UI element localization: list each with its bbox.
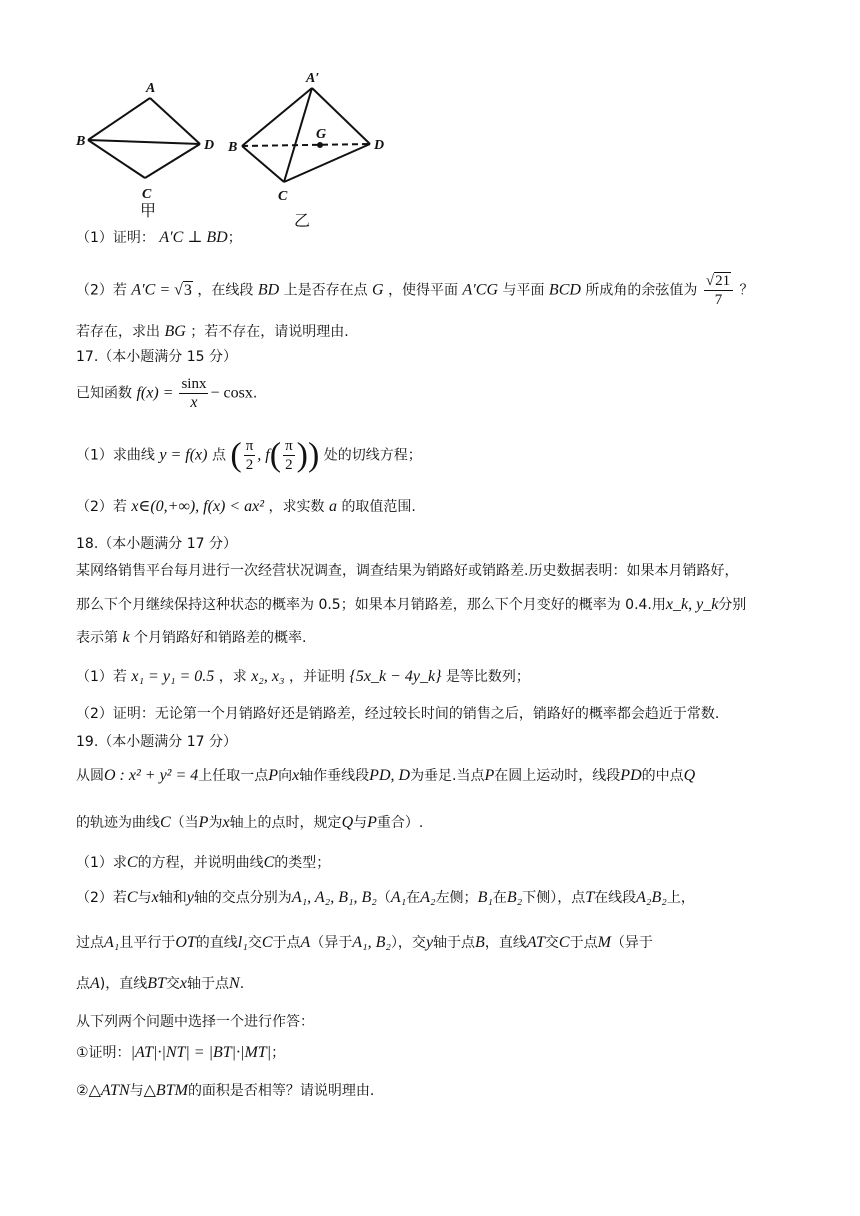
math-x: x xyxy=(179,975,188,992)
text: 在圆上运动时，线段 xyxy=(494,768,621,784)
math-p: P xyxy=(198,814,209,831)
math-b2: B₂ xyxy=(506,889,523,906)
math-q: Q xyxy=(341,814,354,831)
q19-option1 xyxy=(76,1042,285,1064)
math-b: B xyxy=(475,934,485,951)
math-p: P xyxy=(268,767,279,784)
math-a1-b2: A₁, B₂ xyxy=(352,934,391,951)
text: ，并证明 xyxy=(288,669,345,685)
q19-part1 xyxy=(76,852,330,874)
text: 所成角的余弦值为 xyxy=(585,282,698,299)
math-a1: A₁ xyxy=(390,889,407,906)
text: 点 xyxy=(211,447,226,464)
text: 的方程，并说明曲线 xyxy=(137,855,264,871)
text: 轴和 xyxy=(158,890,187,906)
fraction-sinx-over-x xyxy=(179,375,208,412)
den: 2 xyxy=(285,457,293,473)
text: 于点 xyxy=(569,935,598,951)
figure-right-lines xyxy=(242,88,370,182)
text: ，在线段 xyxy=(197,282,254,299)
math-bg: BG xyxy=(164,323,186,340)
text: 的中点 xyxy=(641,768,684,784)
q18-line1: 某网络销售平台每月进行一次经营状况调查，调查结果为销路好或销路差.历史数据表明：如果本月销路好， xyxy=(76,563,739,579)
q19-line4 xyxy=(76,932,653,954)
math-c: C xyxy=(261,934,273,951)
text: 那么下个月继续保持这种状态的概率为 0.5；如果本月销路差，那么下个月变好的概率为 0.4.用 xyxy=(76,597,666,613)
math-p: P xyxy=(367,814,377,831)
math-a-c-eq: A′C = xyxy=(131,281,175,299)
text: （1）求曲线 xyxy=(76,447,155,464)
text: 且平行于 xyxy=(119,935,176,951)
q18-line2 xyxy=(76,594,746,616)
math-bt: BT xyxy=(147,975,166,992)
text: （ xyxy=(376,890,391,906)
text: 的类型； xyxy=(274,855,331,871)
label-left-a: A xyxy=(146,81,156,96)
text: 表示第 xyxy=(76,630,118,646)
q18-part1 xyxy=(76,666,530,688)
math-comma-f: , f xyxy=(257,446,270,464)
point-g-dot xyxy=(317,142,323,148)
text: 在线段 xyxy=(594,890,637,906)
math-bd: BD xyxy=(257,281,280,299)
text: 与平面 xyxy=(502,282,545,299)
math-xk-yk: x_k, y_k xyxy=(665,596,719,613)
text: 的取值范围. xyxy=(341,499,416,515)
math-x: x xyxy=(222,814,230,831)
q17-part1: （1）求曲线 y = f(x) 点 ( $\frac{\pi}{2}$ , f( $\frac{\pi}{2}$ )) 处的切线方程； xyxy=(76,436,422,474)
q18-line3 xyxy=(76,627,306,649)
math-f-x: f(x) = xyxy=(136,384,178,402)
q18-title: 18.（本小题满分 17 分） xyxy=(76,536,237,552)
math-c: C xyxy=(126,854,138,871)
tetrahedron-diagram xyxy=(70,60,400,230)
math-ot: OT xyxy=(175,934,196,951)
text: 上任取一点 xyxy=(198,768,269,784)
text: 处的切线方程； xyxy=(323,447,422,464)
text: 为 xyxy=(208,815,223,831)
text: 若存在，求出 xyxy=(76,324,160,340)
text: ，使得平面 xyxy=(388,282,459,299)
label-left-b: B xyxy=(76,134,86,149)
math-m: M xyxy=(597,934,611,951)
math-b1: B₁ xyxy=(477,889,493,906)
text: （2）若 xyxy=(76,282,127,299)
text: 与 xyxy=(353,815,368,831)
text: . xyxy=(252,385,258,402)
math-a2b2: A₂B₂ xyxy=(636,889,667,906)
text: ，求实数 xyxy=(268,499,325,515)
geometry-figure xyxy=(70,60,400,230)
den: x xyxy=(190,394,198,411)
math-pd: PD xyxy=(620,767,642,784)
text: 上， xyxy=(666,890,695,906)
q17-stem xyxy=(76,375,257,412)
text: 的直线 xyxy=(195,935,238,951)
math-a1: A₁ xyxy=(104,934,120,951)
math-l1: l₁ xyxy=(237,934,248,951)
math-g: G xyxy=(372,281,384,299)
math-triangle-atn: △ATN xyxy=(88,1082,130,1099)
text: （2）若 xyxy=(76,890,127,906)
text: 轴于点 xyxy=(433,935,476,951)
math-sqrt3: 3 xyxy=(183,281,192,299)
num: π xyxy=(285,438,293,454)
label-right-d: D xyxy=(374,138,385,153)
q19-part2 xyxy=(76,887,695,909)
caption-yi: 乙 xyxy=(294,211,311,230)
text: ，求 xyxy=(218,669,247,685)
text: 在 xyxy=(406,890,421,906)
math-pd-d: PD, D xyxy=(369,767,411,784)
text: ；若不存在，请说明理由. xyxy=(190,324,349,340)
fraction-sqrt21-over-7: $\frac{√21}{7}$ xyxy=(704,272,733,309)
text: 左侧； xyxy=(435,890,478,906)
text: （2）若 xyxy=(76,499,127,515)
text: )，直线 xyxy=(99,976,148,992)
q16-part2-line2 xyxy=(76,321,349,343)
text: （异于 xyxy=(610,935,653,951)
q16-part2: （2）若 A′C = √3 ，在线段 BD 上是否存在点 G ，使得平面 A′CG 与平面 BCD 所成角的余弦值为 $\frac{√21}{7}$ ？ xyxy=(76,273,754,308)
text: 轴作垂线段 xyxy=(299,768,370,784)
num: sinx xyxy=(181,376,207,392)
text: 轴上的点时，规定 xyxy=(229,815,342,831)
text: 的面积是否相等？请说明理由. xyxy=(187,1083,375,1099)
math-a: A xyxy=(90,975,100,992)
q19-line1 xyxy=(76,765,695,787)
text: （当 xyxy=(170,815,199,831)
math-sequence: {5x_k − 4y_k} xyxy=(349,668,442,685)
fraction-pi-over-2-b xyxy=(283,437,295,474)
text: 与 xyxy=(137,890,152,906)
text: 在 xyxy=(492,890,507,906)
label-right-b: B xyxy=(228,140,238,155)
math-t: T xyxy=(585,889,595,906)
q19-line5 xyxy=(76,973,244,995)
text: 重合）. xyxy=(376,815,424,831)
math-identity: |AT|·|NT| = |BT|·|MT| xyxy=(130,1044,272,1061)
math-n: N xyxy=(229,975,240,992)
math-circle-o: O : x² + y² = 4 xyxy=(104,767,199,784)
math-q: Q xyxy=(683,767,696,784)
text: 交 xyxy=(544,935,559,951)
math-bcd: BCD xyxy=(548,281,581,299)
label-right-c: C xyxy=(278,189,288,204)
q19-line2 xyxy=(76,812,423,834)
num: 21 xyxy=(715,273,731,289)
math-x: x xyxy=(151,889,159,906)
text: 个月销路好和销路差的概率. xyxy=(134,630,307,646)
text: （异于 xyxy=(310,935,353,951)
caption-jia: 甲 xyxy=(140,201,157,220)
math-p: P xyxy=(484,767,495,784)
q19-title: 19.（本小题满分 17 分） xyxy=(76,734,237,750)
text: 过点 xyxy=(76,935,104,951)
q17-title: 17.（本小题满分 15 分） xyxy=(76,349,237,365)
text: 交 xyxy=(247,935,262,951)
text: 从圆 xyxy=(76,768,104,784)
text: ①证明： xyxy=(76,1045,131,1061)
math-a-cg: A′CG xyxy=(462,281,499,299)
text: 下侧），点 xyxy=(522,890,586,906)
math-x1-y1: x₁ = y₁ = 0.5 xyxy=(131,668,215,685)
math-x2-x3: x₂, x₃ xyxy=(251,668,285,685)
fraction-pi-over-2 xyxy=(244,437,256,474)
math-c: C xyxy=(263,854,275,871)
math-c: C xyxy=(126,889,138,906)
text: 的轨迹为曲线 xyxy=(76,815,160,831)
label-left-c: C xyxy=(142,187,152,202)
math-minus-cosx: − cosx xyxy=(210,384,253,402)
figure-left-lines xyxy=(88,98,200,178)
label-left-d: D xyxy=(204,138,215,153)
math-at: AT xyxy=(526,934,545,951)
math-a: A xyxy=(300,934,311,951)
text: （1）求 xyxy=(76,855,127,871)
math-y: y xyxy=(186,889,194,906)
math-a2: A₂ xyxy=(420,889,436,906)
text: ，直线 xyxy=(484,935,527,951)
q17-part2 xyxy=(76,496,416,518)
text: （1）证明： xyxy=(76,230,155,246)
den: 2 xyxy=(245,457,254,473)
math-a: a xyxy=(328,498,337,515)
text: ； xyxy=(271,1045,286,1061)
math-y: y xyxy=(425,934,434,951)
text: （1）若 xyxy=(76,669,127,685)
text: 分别 xyxy=(718,597,747,613)
math-condition: x∈(0,+∞), f(x) < ax² xyxy=(131,498,265,515)
text: 轴于点 xyxy=(187,976,230,992)
math-c: C xyxy=(558,934,570,951)
label-right-g: G xyxy=(316,127,327,142)
text: 为垂足.当点 xyxy=(410,768,485,784)
num: π xyxy=(245,438,254,454)
text: ），交 xyxy=(390,935,426,951)
text: 交 xyxy=(165,976,180,992)
label-right-a: A′ xyxy=(306,71,320,86)
math-triangle-btm: △BTM xyxy=(143,1082,188,1099)
math-intersections: A₁, A₂, B₁, B₂ xyxy=(291,889,377,906)
text: 向 xyxy=(278,768,293,784)
text: ② xyxy=(76,1083,89,1099)
q18-part2: （2）证明：无论第一个月销路好还是销路差，经过较长时间的销售之后，销路好的概率都会趋近于常数. xyxy=(76,706,720,722)
text: . xyxy=(239,976,245,992)
math-k: k xyxy=(122,629,130,646)
q16-part1: （1）证明： A′C ⊥ BD； xyxy=(76,229,242,246)
text: 轴的交点分别为 xyxy=(193,890,292,906)
text: 点 xyxy=(76,976,90,992)
den: 7 xyxy=(714,292,723,308)
math-y-eq-fx: y = f(x) xyxy=(159,446,208,464)
text: 上是否存在点 xyxy=(283,282,368,299)
math-a-c-perp-bd: A′C ⊥ BD xyxy=(159,229,228,246)
text: 与 xyxy=(129,1083,144,1099)
math-x: x xyxy=(292,767,300,784)
math-c: C xyxy=(160,814,171,831)
q19-option2 xyxy=(76,1080,374,1102)
q19-choose: 从下列两个问题中选择一个进行作答： xyxy=(76,1014,314,1030)
text: 于点 xyxy=(272,935,301,951)
text: 已知函数 xyxy=(76,385,132,402)
text: 是等比数列； xyxy=(445,669,530,685)
text: ？ xyxy=(739,282,754,299)
